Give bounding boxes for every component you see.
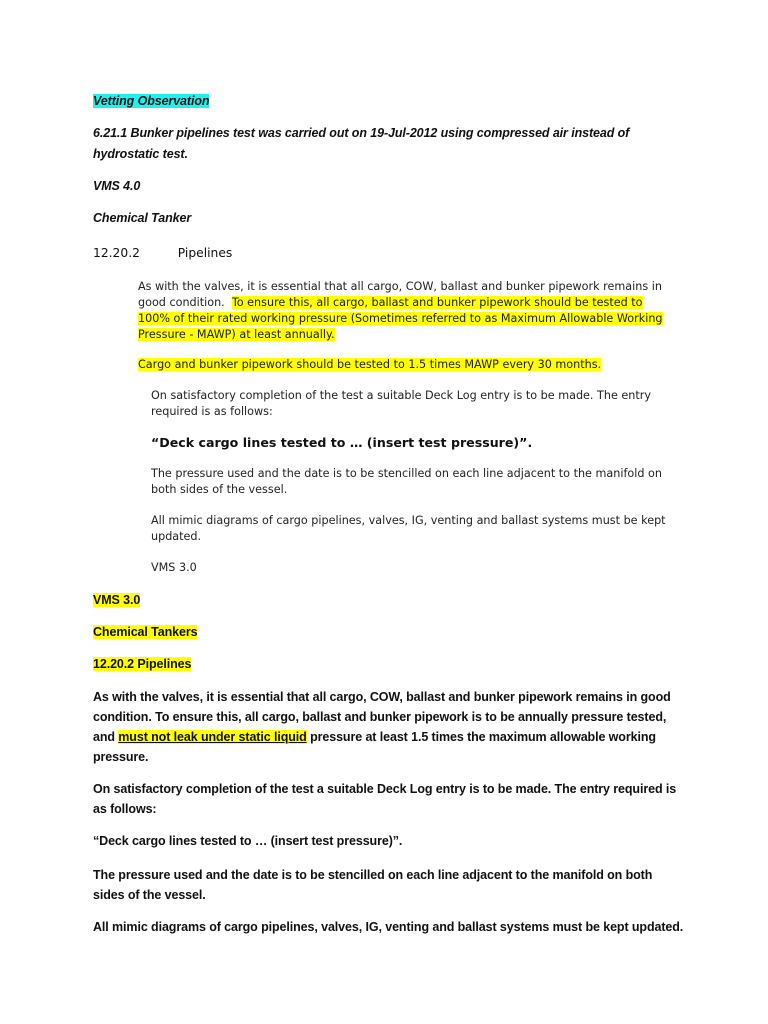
vms3-label: VMS 3.0	[93, 593, 141, 607]
vms3-p1-line-2: condition. To ensure this, all cargo, ballast and bunker pipework is to be annually pressure tested,	[93, 710, 667, 724]
vms4-section-title: Pipelines	[177, 246, 233, 260]
vms3-p3-line-1: The pressure used and the date is to be stencilled on each line adjacent to the manifold on both	[93, 868, 653, 882]
vms4-p2: Cargo and bunker pipework should be tested to 1.5 times MAWP every 30 months.	[138, 358, 602, 371]
vms4-p3-line-1: On satisfactory completion of the test a suitable Deck Log entry is to be made. The entry	[151, 389, 651, 402]
vms3-p1-line-1: As with the valves, it is essential that all cargo, COW, ballast and bunker pipework remains in good	[93, 690, 671, 704]
vms4-section-heading	[93, 246, 232, 260]
vms3-deck-log-quote: “Deck cargo lines tested to … (insert test pressure)”.	[93, 834, 403, 848]
vms4-p4-line-2: both sides of the vessel.	[151, 483, 288, 496]
vms4-p1-line-1: As with the valves, it is essential that all cargo, COW, ballast and bunker pipework remains in	[138, 280, 662, 293]
vms4-p5-line-1: All mimic diagrams of cargo pipelines, valves, IG, venting and ballast systems must be kept	[151, 514, 666, 527]
observation-line-1: 6.21.1 Bunker pipelines test was carried out on 19-Jul-2012 using compressed air instead of	[93, 126, 630, 140]
observation-line-2: hydrostatic test.	[93, 147, 188, 161]
vms4-p1-line-3: 100% of their rated working pressure (Sometimes referred to as Maximum Allowable Working	[138, 312, 663, 325]
vms4-section-number: 12.20.2	[93, 246, 140, 260]
vms3-p1-line-4: pressure.	[93, 750, 149, 764]
vms3-p1-line-3: and must not leak under static liquid pressure at least 1.5 times the maximum allowable working	[93, 730, 656, 744]
vms4-p5-line-2: updated.	[151, 530, 202, 543]
vms3-category: Chemical Tankers	[93, 625, 198, 639]
vms4-label: VMS 4.0	[93, 179, 141, 193]
vms4-reference: VMS 3.0	[151, 561, 197, 574]
vms3-p2-line-2: as follows:	[93, 802, 157, 816]
vms4-category: Chemical Tanker	[93, 211, 192, 225]
vms4-p4-line-1: The pressure used and the date is to be stencilled on each line adjacent to the manifold on	[151, 467, 662, 480]
vms3-p3-line-2: sides of the vessel.	[93, 888, 206, 902]
vms3-p2-line-1: On satisfactory completion of the test a suitable Deck Log entry is to be made. The entry required is	[93, 782, 677, 796]
vms4-p1-line-2: good condition. To ensure this, all cargo, ballast and bunker pipework should be tested to	[138, 296, 643, 309]
must-not-leak-highlight: must not leak under static liquid	[118, 730, 307, 744]
vms4-deck-log-quote: “Deck cargo lines tested to … (insert test pressure)”.	[151, 435, 533, 450]
vms3-p4: All mimic diagrams of cargo pipelines, valves, IG, venting and ballast systems must be kept updated.	[93, 920, 684, 934]
vms4-p1-line-4: Pressure - MAWP) at least annually.	[138, 328, 335, 341]
vms3-section-heading: 12.20.2 Pipelines	[93, 657, 192, 671]
vms4-p3-line-2: required is as follows:	[151, 405, 273, 418]
vetting-observation-heading: Vetting Observation	[93, 94, 210, 108]
